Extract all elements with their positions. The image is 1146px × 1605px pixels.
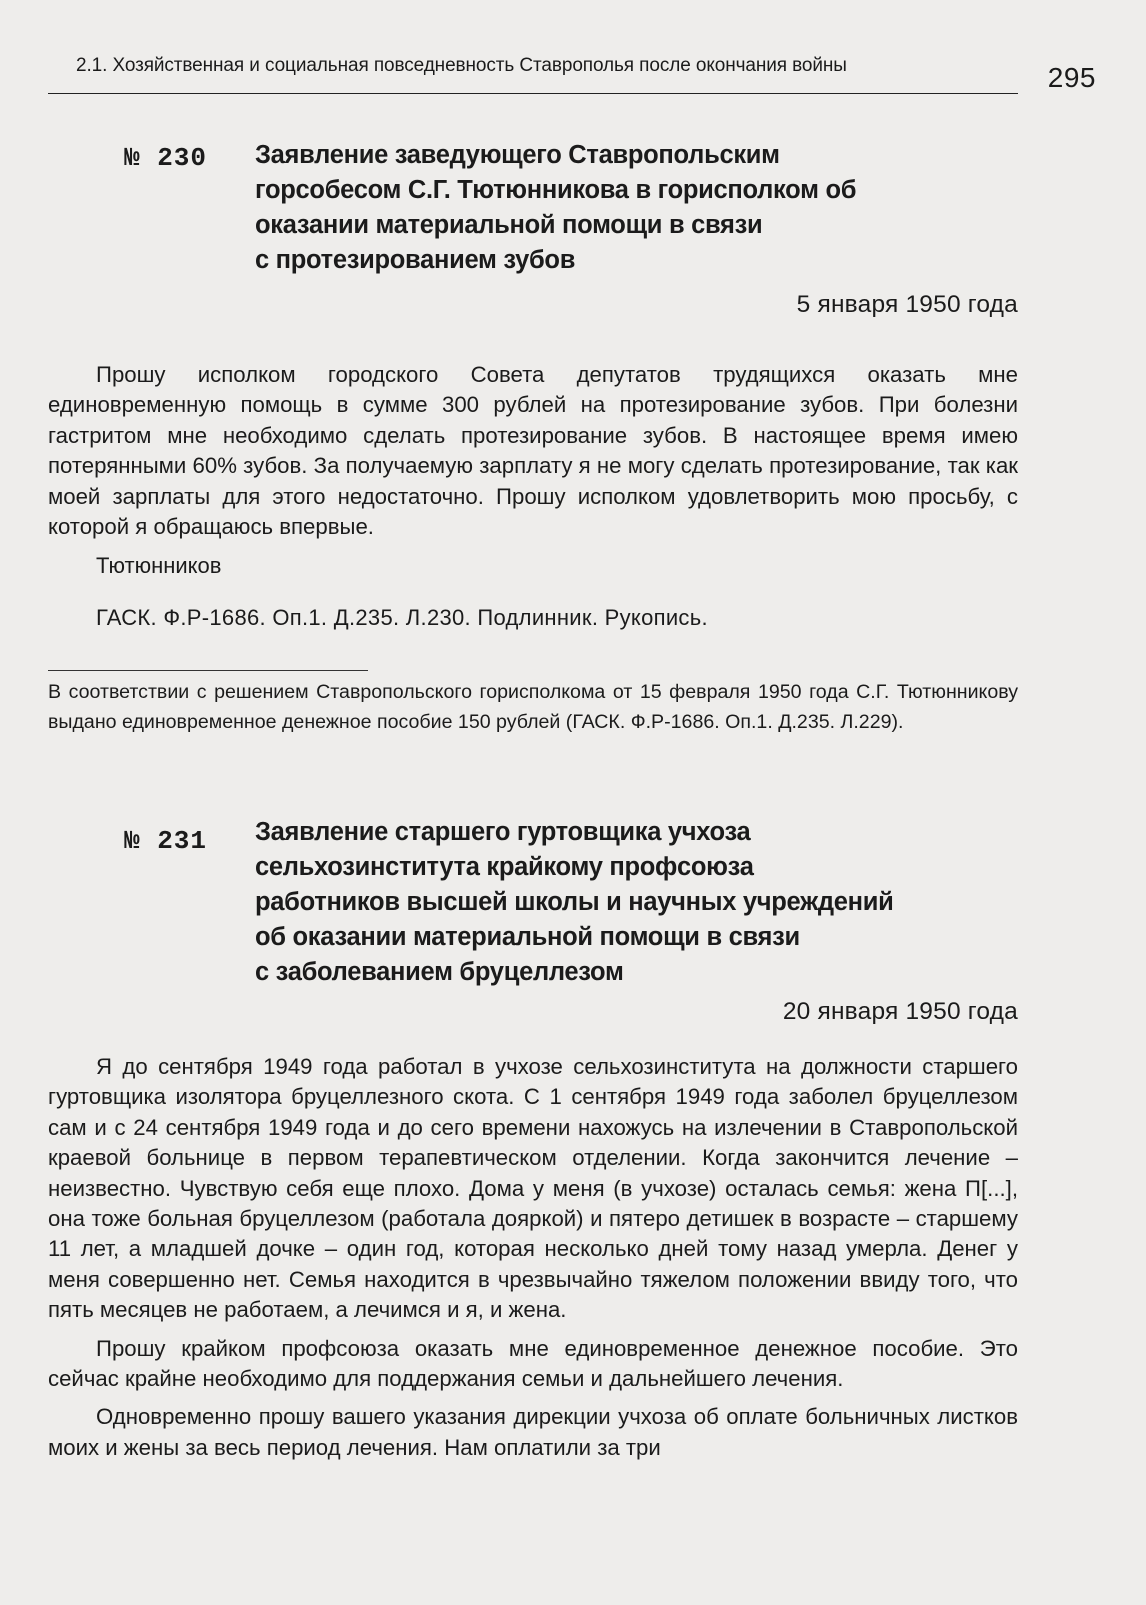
doc-231-paragraph: Прошу крайком профсоюза оказать мне единовременное денежное пособие. Это сейчас крайне необходимо для поддержания семьи и дальнейшего лечения. xyxy=(48,1335,1018,1392)
doc-231-number: № 231 xyxy=(124,826,208,856)
header-rule xyxy=(48,93,1018,94)
doc-231-paragraph: Я до сентября 1949 года работал в учхозе сельхозинститута на должности старшего гуртовщика изолятора бруцеллезного скота. С 1 сентября 1949 года заболел бруцеллезом сам и с 24 сентября 1949 года и до сего времени нахожусь на излечении в Ставропольской краевой больнице в первом терапевтическом отделении. Когда закончится лечение – неизвестно. Чувствую себя еще плохо. Дома у меня (в учхозе) осталась семья: жена П[...], она тоже больная бруцеллезом (работала дояркой) и пятеро детишек в возрасте – старшему 11 лет, а младшей дочке – один год, которая несколько дней тому назад умерла. Денег у меня совершенно нет. Семья находится в чрезвычайно тяжелом положении ввиду того, что пять месяцев не работаем, а лечимся и я, и жена. xyxy=(48,1054,1018,1323)
doc-231-title-line: работников высшей школы и научных учреждений xyxy=(255,888,894,916)
doc-230-title-line: с протезированием зубов xyxy=(255,246,576,274)
doc-231-title-line: Заявление старшего гуртовщика учхоза xyxy=(255,818,751,846)
doc-230-title-line: Заявление заведующего Ставропольским xyxy=(255,141,780,169)
doc-230-title-line: оказании материальной помощи в связи xyxy=(255,211,763,239)
doc-230-source: ГАСК. Ф.Р-1686. Оп.1. Д.235. Л.230. Подлинник. Рукопись. xyxy=(96,605,708,630)
doc-230-date: 5 января 1950 года xyxy=(796,291,1018,318)
doc-231-body xyxy=(48,1052,1018,1463)
footnote-text: В соответствии с решением Ставропольского горисполкома от 15 февраля 1950 года С.Г. Тютюнникову выдано единовременное денежное пособие 150 рублей (ГАСК. Ф.Р-1686. Оп.1. Д.235. Л.229). xyxy=(48,681,1018,733)
footnote-rule xyxy=(48,670,368,671)
doc-230-title-line: горсобесом С.Г. Тютюнникова в горисполком об xyxy=(255,176,857,204)
doc-231-date: 20 января 1950 года xyxy=(782,998,1018,1025)
doc-231-paragraph: Одновременно прошу вашего указания дирекции учхоза об оплате больничных листков моих и жены за весь период лечения. Нам оплатили за три xyxy=(48,1404,1018,1460)
page-number: 295 xyxy=(1047,62,1096,93)
doc-230-footnote xyxy=(48,677,1018,737)
doc-231-title-line: сельхозинститута крайкому профсоюза xyxy=(255,853,754,881)
doc-230-signature: Тютюнников xyxy=(96,553,222,578)
doc-230-paragraph: Прошу исполком городского Совета депутатов трудящихся оказать мне единовременную помощь в сумме 300 рублей на протезирование зубов. При болезни гастритом мне необходимо сделать протезирование зубов. В настоящее время имею потерянными 60% зубов. За получаемую зарплату я не могу сделать протезирование, так как моей зарплаты для этого недостаточно. Прошу исполком удовлетворить мою просьбу, с которой я обращаюсь впервые. xyxy=(48,362,1018,540)
doc-230-body xyxy=(48,360,1018,542)
doc-231-title xyxy=(255,815,1025,990)
doc-230-title xyxy=(255,138,1025,278)
running-title: 2.1. Хозяйственная и социальная повседневность Ставрополья после окончания войны xyxy=(76,55,847,76)
doc-231-title-line: с заболеванием бруцеллезом xyxy=(255,958,624,986)
doc-231-title-line: об оказании материальной помощи в связи xyxy=(255,923,800,951)
doc-230-number: № 230 xyxy=(124,143,208,173)
